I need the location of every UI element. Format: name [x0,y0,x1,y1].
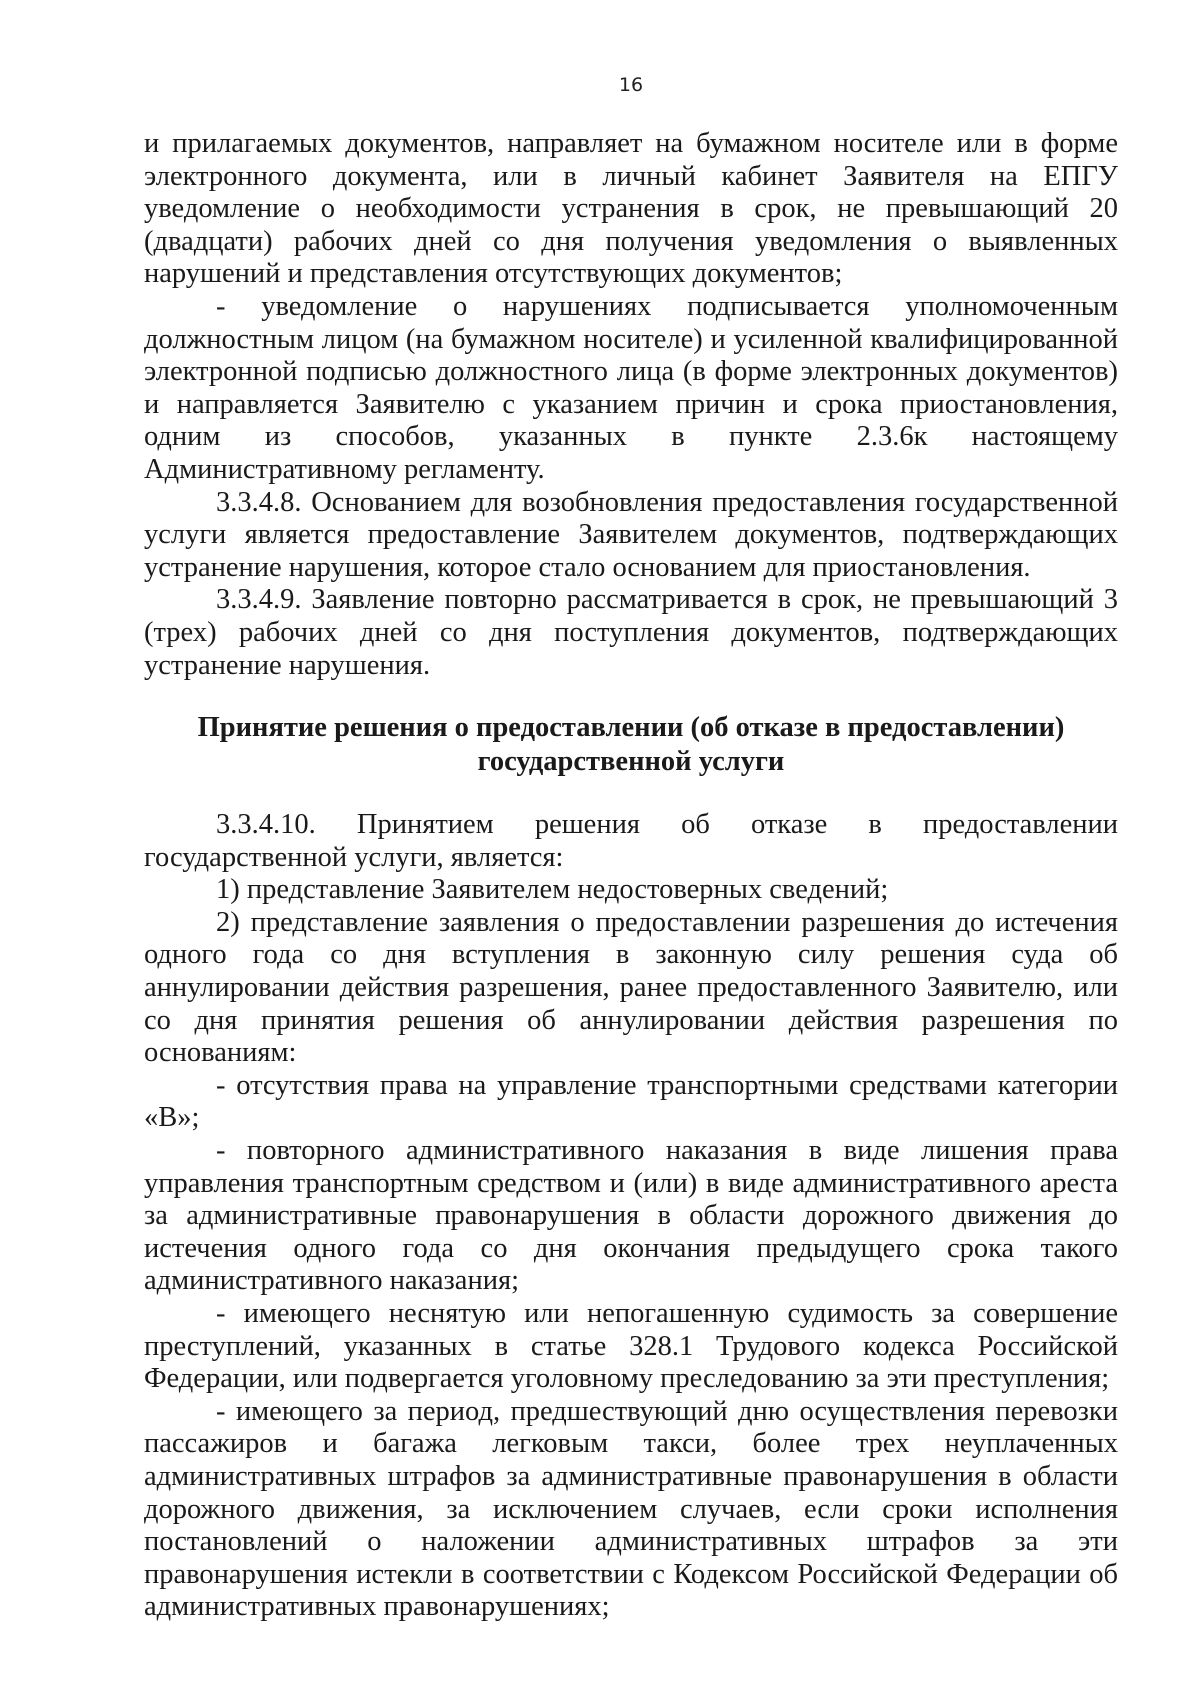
paragraph-3-3-4-10: 3.3.4.10. Принятием решения об отказе в предоставлении государственной услуги, является: [144,809,1118,873]
list-item-1: 1) представление Заявителем недостоверных сведений; [216,874,889,906]
section-heading [144,711,1118,779]
document-body [144,128,1118,1624]
page-number: 16 [618,74,644,96]
sub-item-criminal-record: - имеющего неснятую или непогашенную судимость за совершение преступлений, указанных в статье 328.1 Трудового кодекса Российской Федерации, или подвергается уголовному преследованию за эти преступления; [144,1298,1118,1395]
sub-item-no-license: - отсутствия права на управление транспортными средствами категории «В»; [144,1069,1118,1134]
sub-item-unpaid-fines: - имеющего за период, предшествующий дню осуществления перевозки пассажиров и багажа легковым такси, более трех неуплаченных административных штрафов за административные правонарушения в области дорожного движения, за исключением случаев, если сроки исполнения постановлений о наложении административных штрафов за эти правонарушения истекли в соответствии с Кодексом Российской Федерации об административных правонарушениях; [144,1395,1118,1623]
paragraph-3-3-4-9: 3.3.4.9. Заявление повторно рассматривается в срок, не превышающий 3 (трех) рабочих дней со дня поступления документов, подтверждающих устранение нарушения. [144,584,1118,681]
list-item-2: 2) представление заявления о предоставлении разрешения до истечения одного года со дня вступления в законную силу решения суда об аннулировании действия разрешения, ранее предоставленного Заявителю, или со дня принятия решения об аннулировании действия разрешения по основаниям: [144,906,1118,1069]
paragraph-continuation: и прилагаемых документов, направляет на бумажном носителе или в форме электронного документа, или в личный кабинет Заявителя на ЕПГУ уведомление о необходимости устранения в срок, не превышающий 20 (двадцати) рабочих дней со дня получения уведомления о выявленных нарушений и представления отсутствующих документов; [144,128,1118,290]
sub-item-repeated-penalty: - повторного административного наказания в виде лишения права управления транспортным средством и (или) в виде административного ареста за административные правонарушения в области дорожного движения до истечения одного года со дня окончания предыдущего срока такого административного наказания; [144,1135,1118,1297]
section-heading-line-1: Принятие решения о предоставлении (об отказе в предоставлении) [197,712,1065,744]
section-heading-line-2: государственной услуги [477,746,785,778]
paragraph-notification-signing: - уведомление о нарушениях подписывается уполномоченным должностным лицом (на бумажном носителе) и усиленной квалифицированной электронной подписью должностного лица (в форме электронных документов) и направляется Заявителю с указанием причин и срока приостановления, одним из способов, указанных в пункте 2.3.6к настоящему Административному регламенту. [144,290,1118,485]
paragraph-3-3-4-8: 3.3.4.8. Основанием для возобновления предоставления государственной услуги является предоставление Заявителем документов, подтверждающих устранение нарушения, которое стало основанием для приостановления. [144,486,1118,583]
